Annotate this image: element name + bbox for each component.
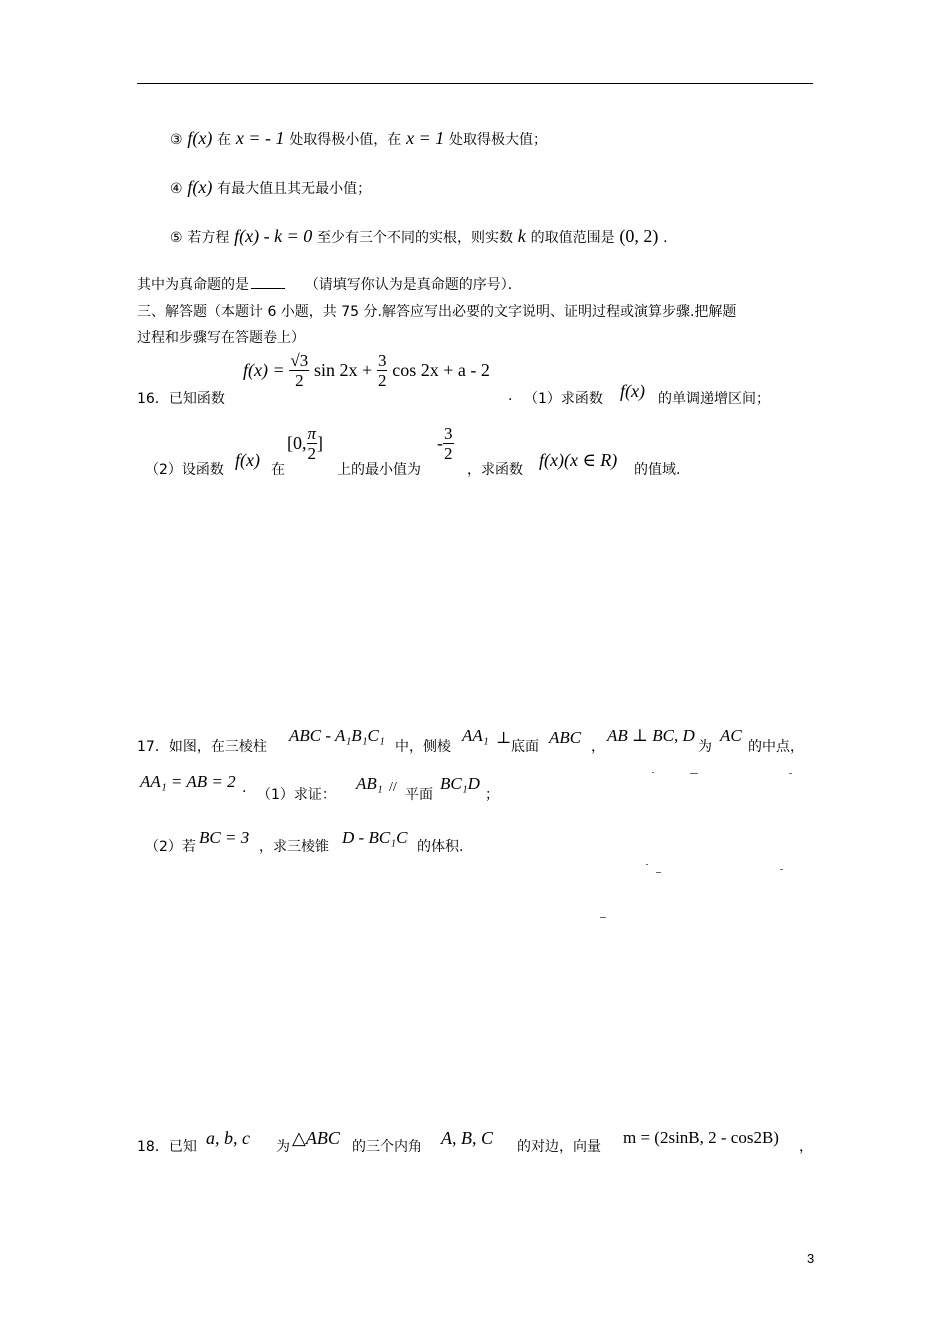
q18-text3: 的对边，向量 bbox=[517, 1139, 601, 1155]
item-5-text0: 若方程 bbox=[187, 230, 230, 246]
item-3 bbox=[170, 128, 547, 149]
q17-prism: ABC - A₁B₁C₁ bbox=[289, 726, 385, 745]
q16-part1: （1）求函数 bbox=[524, 391, 603, 407]
q18-vector: m = (2sinB, 2 - cos2B) bbox=[623, 1128, 779, 1147]
q17-condition: AB ⊥ BC, D bbox=[607, 726, 695, 745]
q17-part1: （1）求证： bbox=[257, 787, 336, 803]
q16-frac-3-over-2: $\frac{3}{2}$ bbox=[377, 351, 387, 390]
item-5-equation: f(x) - k = 0 bbox=[234, 226, 313, 246]
q16-fx-2: f(x) bbox=[235, 450, 260, 470]
q16-function-definition bbox=[243, 352, 490, 389]
q16-fx: f(x) bbox=[620, 381, 645, 401]
q16-part1-end: 的单调递增区间； bbox=[658, 391, 770, 407]
q17-period: . bbox=[242, 780, 247, 796]
item-3-fx: f(x) bbox=[187, 128, 213, 148]
q16-frac-sqrt3-over-2: $\frac{√3}{2}$ bbox=[290, 351, 309, 390]
q17-ac: AC bbox=[720, 726, 742, 745]
q16-min-value: - $\frac{3}{2}$ bbox=[437, 424, 453, 463]
q18-comma: ， bbox=[799, 1139, 813, 1155]
item-3-text1: 在 bbox=[217, 132, 232, 148]
q18-text1: 为 bbox=[276, 1139, 290, 1155]
item-4-fx: f(x) bbox=[187, 177, 213, 197]
q17-text2: 底面 bbox=[511, 739, 539, 755]
q16-f-lhs: f(x) = bbox=[243, 360, 285, 380]
q17-bc-equals: BC = 3 bbox=[199, 828, 250, 847]
q18-number: 18．已知 bbox=[137, 1139, 197, 1155]
q16-part2-end: 的值域. bbox=[634, 462, 681, 478]
q17-part1-end: ； bbox=[485, 787, 499, 803]
answer-blank bbox=[251, 276, 285, 289]
section-3-line2: 过程和步骤写在答题卷上） bbox=[137, 330, 305, 346]
q17-text5: 的中点， bbox=[748, 739, 804, 755]
fill-blank-line bbox=[137, 274, 522, 294]
q17-plane: 平面 bbox=[405, 787, 433, 803]
scan-speck bbox=[646, 864, 648, 865]
q17-perp: ⊥ bbox=[496, 730, 512, 747]
q16-part2: （2）设函数 bbox=[145, 462, 224, 478]
fill-blank-hint: （请填写你认为是真命题的序号）． bbox=[304, 277, 522, 293]
q16-dot: . bbox=[508, 388, 513, 404]
item-5-mark: ⑤ bbox=[170, 230, 183, 246]
q17-abc: ABC bbox=[549, 728, 582, 747]
scan-speck bbox=[656, 872, 661, 873]
q17-ab1: AB₁ bbox=[356, 774, 383, 793]
q17-part2: （2）若 bbox=[145, 839, 196, 855]
item-3-text2: 处取得极小值，在 bbox=[289, 132, 402, 148]
item-5-text2: 的取值范围是 bbox=[530, 230, 615, 246]
item-4 bbox=[170, 177, 371, 198]
item-3-mark: ③ bbox=[170, 132, 183, 148]
page-number: 3 bbox=[807, 1251, 815, 1266]
q16-part2-min: 上的最小值为 bbox=[337, 462, 421, 478]
q18-text2: 的三个内角 bbox=[352, 1139, 422, 1155]
q18-triangle: △ABC bbox=[292, 1128, 340, 1148]
item-3-eq1: x = - 1 bbox=[235, 128, 285, 148]
q18-sides: a, b, c bbox=[206, 1128, 250, 1148]
scan-speck bbox=[789, 773, 792, 774]
q16-cos-term: cos 2x + a - 2 bbox=[392, 360, 490, 380]
q16-number: 16．已知函数 bbox=[137, 391, 225, 407]
q18-angles: A, B, C bbox=[441, 1128, 493, 1148]
scan-speck bbox=[600, 917, 606, 918]
q17-part2-end: 的体积. bbox=[417, 839, 464, 855]
item-3-text3: 处取得极大值； bbox=[449, 132, 548, 148]
item-5-k: k bbox=[517, 226, 526, 246]
item-5 bbox=[170, 226, 668, 247]
q16-part2-in: 在 bbox=[271, 462, 285, 478]
q17-part2-mid: ，求三棱锥 bbox=[259, 839, 329, 855]
q17-comma: ， bbox=[591, 739, 605, 755]
q17-parallel: // bbox=[389, 780, 397, 795]
q17-pyramid: D - BC₁C bbox=[342, 828, 408, 847]
scan-speck bbox=[780, 869, 783, 870]
item-5-period: . bbox=[663, 230, 668, 246]
item-5-range: (0, 2) bbox=[619, 226, 659, 246]
q16-part2-ask: ，求函数 bbox=[467, 462, 523, 478]
fill-blank-text: 其中为真命题的是 bbox=[137, 277, 249, 293]
q17-number: 17．如图，在三棱柱 bbox=[137, 739, 267, 755]
item-3-eq2: x = 1 bbox=[406, 128, 445, 148]
q16-fx-domain: f(x)(x ∈ R) bbox=[539, 450, 618, 470]
q17-text4: 为 bbox=[698, 739, 712, 755]
q16-interval: [0, $\frac{\pi}{2}$ ] bbox=[287, 424, 324, 463]
q17-text1: 中，侧棱 bbox=[395, 739, 451, 755]
item-4-text: 有最大值且其无最小值； bbox=[217, 181, 372, 197]
scan-speck bbox=[690, 773, 698, 774]
q17-bc1d: BC₁D bbox=[440, 774, 480, 793]
item-4-mark: ④ bbox=[170, 181, 183, 197]
q17-aa1: AA₁ bbox=[462, 726, 489, 745]
section-3-line1: 三、解答题（本题计 6 小题，共 75 分.解答应写出必要的文字说明、证明过程或演算步骤.把解题 bbox=[137, 304, 737, 320]
item-5-text1: 至少有三个不同的实根，则实数 bbox=[317, 230, 514, 246]
q16-sin-term: sin 2x + bbox=[314, 360, 373, 380]
header-rule bbox=[137, 83, 813, 84]
q17-equation: AA₁ = AB = 2 bbox=[140, 772, 236, 791]
scan-speck bbox=[652, 772, 654, 773]
